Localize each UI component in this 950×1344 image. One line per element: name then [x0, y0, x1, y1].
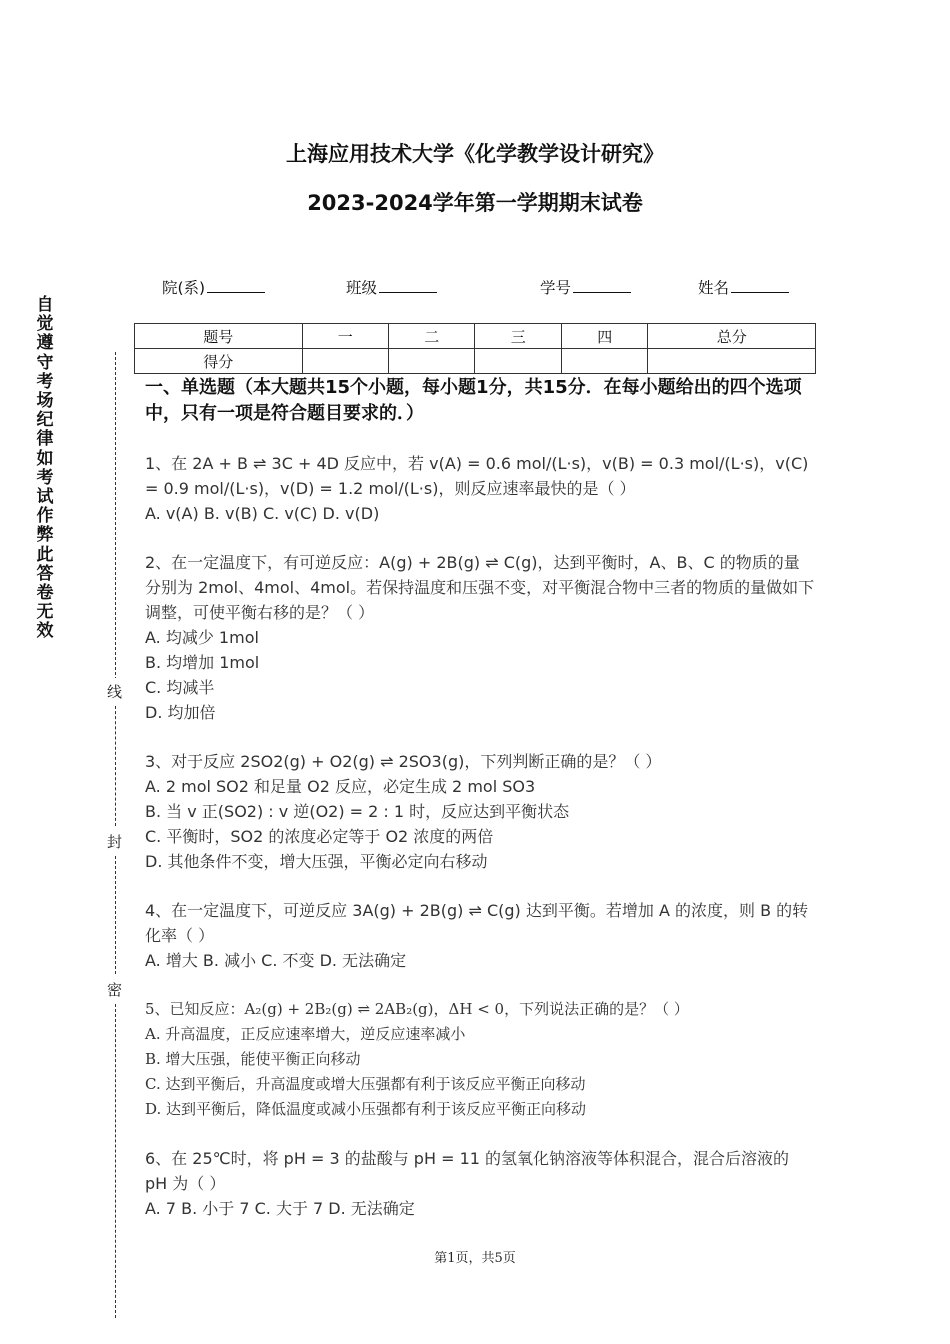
name-field[interactable]	[698, 276, 789, 298]
option-c: C. 均减半	[145, 678, 215, 697]
student-info-row	[0, 276, 950, 300]
binding-mark-line: 线	[107, 678, 122, 705]
student-id-label: 学号	[540, 279, 572, 297]
class-field[interactable]	[346, 276, 437, 298]
binding-dashed-line	[115, 1004, 116, 1318]
student-id-field[interactable]	[540, 276, 631, 298]
table-cell: 三	[475, 324, 561, 349]
table-cell: 得分	[135, 349, 303, 374]
question-5	[145, 997, 815, 1122]
class-label: 班级	[346, 279, 378, 297]
option-d: D. 其他条件不变，增大压强，平衡必定向右移动	[145, 852, 488, 871]
score-table-header-row	[135, 324, 816, 349]
option-c: C. 平衡时，SO2 的浓度必定等于 O2 浓度的两倍	[145, 827, 494, 846]
question-6	[145, 1146, 815, 1221]
option-a: A. 均减少 1mol	[145, 628, 259, 647]
binding-dashed-line	[115, 706, 116, 826]
table-cell: 一	[302, 324, 388, 349]
option-b: B. 均增加 1mol	[145, 653, 260, 672]
question-stem: 1、在 2A + B ⇌ 3C + 4D 反应中，若 v(A) = 0.6 mol/(L·s)，v(B) = 0.3 mol/(L·s)，v(C) = 0.9 mol/(L·s)，v(D) = 1.2 mol/(L·s)，则反应速率最快的是（ ）	[145, 454, 809, 498]
exam-title: 上海应用技术大学《化学教学设计研究》	[286, 142, 664, 166]
page-number: 第1页，共5页	[434, 1251, 516, 1266]
question-2	[145, 550, 815, 725]
question-1	[145, 451, 815, 526]
option-d: D. 均加倍	[145, 703, 216, 722]
table-cell: 题号	[135, 324, 303, 349]
option-c: C. 达到平衡后，升高温度或增大压强都有利于该反应平衡正向移动	[145, 1075, 586, 1093]
option-b: B. 增大压强，能使平衡正向移动	[145, 1050, 361, 1068]
binding-dashed-line	[115, 856, 116, 974]
option-b: B. 当 v 正(SO2) : v 逆(O2) = 2 : 1 时，反应达到平衡状态	[145, 802, 570, 821]
question-options: A. v(A) B. v(B) C. v(C) D. v(D)	[145, 504, 380, 523]
score-input-cell[interactable]	[388, 349, 474, 374]
binding-mark-secret: 密	[107, 976, 122, 1003]
question-3	[145, 749, 815, 874]
dept-field[interactable]	[162, 276, 265, 298]
binding-dashed-line	[115, 352, 116, 680]
integrity-notice: 自觉遵守考场纪律如考试作弊此答卷无效	[36, 295, 54, 642]
table-cell: 总分	[648, 324, 816, 349]
name-label: 姓名	[698, 279, 730, 297]
exam-subtitle: 2023-2024学年第一学期期末试卷	[307, 191, 643, 215]
option-a: A. 升高温度，正反应速率增大，逆反应速率减小	[145, 1025, 466, 1043]
binding-mark-seal: 封	[107, 828, 122, 855]
section-heading: 一、单选题（本大题共15个小题，每小题1分，共15分．在每小题给出的四个选项中，只有一项是符合题目要求的．）	[145, 377, 802, 424]
table-cell: 四	[561, 324, 647, 349]
question-stem: 6、在 25℃时，将 pH = 3 的盐酸与 pH = 11 的氢氧化钠溶液等体积混合，混合后溶液的 pH 为（ ）	[145, 1149, 790, 1193]
score-input-cell[interactable]	[561, 349, 647, 374]
option-d: D. 达到平衡后，降低温度或减小压强都有利于该反应平衡正向移动	[145, 1100, 587, 1118]
score-input-cell[interactable]	[475, 349, 561, 374]
question-stem: 5、已知反应：A₂(g) + 2B₂(g) ⇌ 2AB₂(g)，ΔH < 0，下列说法正确的是？（ ）	[145, 1000, 689, 1018]
score-table	[134, 323, 816, 374]
question-section	[145, 375, 815, 1221]
question-stem: 3、对于反应 2SO2(g) + O2(g) ⇌ 2SO3(g)，下列判断正确的是？（ ）	[145, 752, 662, 771]
question-stem: 4、在一定温度下，可逆反应 3A(g) + 2B(g) ⇌ C(g) 达到平衡。若增加 A 的浓度，则 B 的转化率（ ）	[145, 901, 809, 945]
question-options: A. 7 B. 小于 7 C. 大于 7 D. 无法确定	[145, 1199, 415, 1218]
table-cell: 二	[388, 324, 474, 349]
score-table-score-row	[135, 349, 816, 374]
score-input-cell[interactable]	[302, 349, 388, 374]
score-input-cell[interactable]	[648, 349, 816, 374]
option-a: A. 2 mol SO2 和足量 O2 反应，必定生成 2 mol SO3	[145, 777, 536, 796]
dept-label: 院(系)	[162, 279, 206, 297]
question-options: A. 增大 B. 减小 C. 不变 D. 无法确定	[145, 951, 407, 970]
question-4	[145, 898, 815, 973]
question-stem: 2、在一定温度下，有可逆反应：A(g) + 2B(g) ⇌ C(g)，达到平衡时，A、B、C 的物质的量分别为 2mol、4mol、4mol。若保持温度和压强不变，对平衡混合物中三者的物质的量做如下调整，可使平衡右移的是？（ ）	[145, 553, 815, 622]
